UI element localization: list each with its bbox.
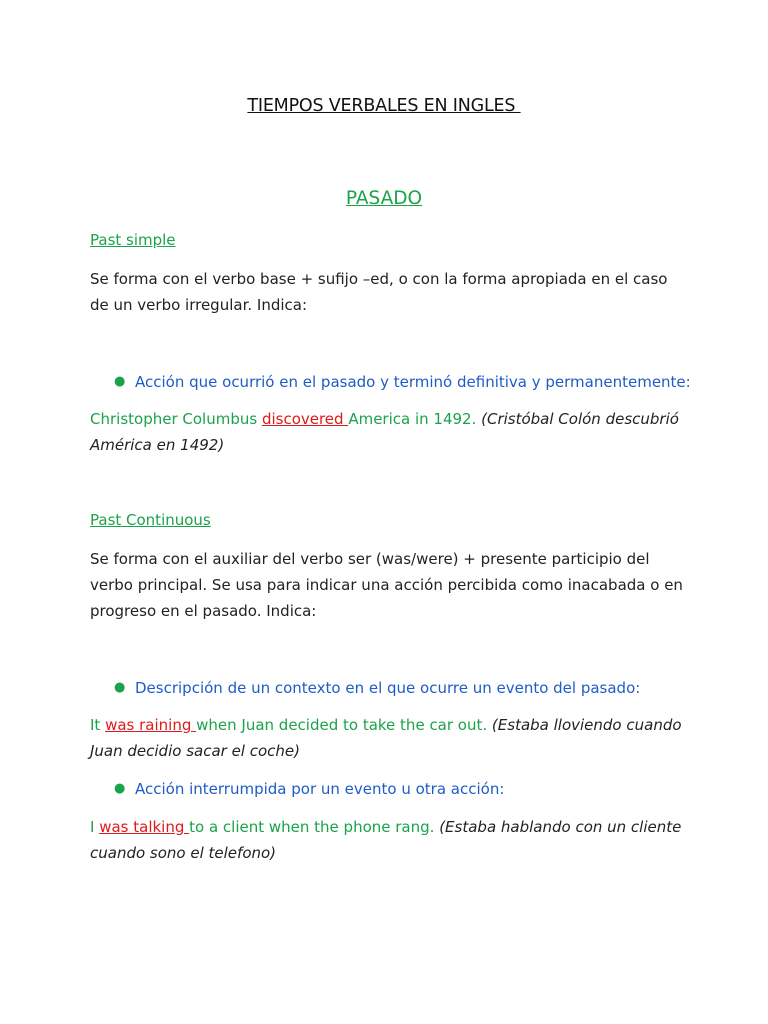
bullet-past-simple bbox=[114, 371, 691, 393]
example-past-continuous-1 bbox=[90, 712, 690, 764]
example-text: It bbox=[90, 716, 106, 734]
section-heading-pasado: PASADO bbox=[345, 188, 423, 209]
example-verb: was raining bbox=[105, 716, 197, 734]
bullet-text: Acción que ocurrió en el pasado y terminó definitiva y permanentemente: bbox=[135, 373, 691, 391]
past-simple-description: Se forma con el verbo base + sufijo –ed, o con la forma apropiada en el caso de un verbo irregular. Indica: bbox=[90, 270, 668, 314]
example-translation: (Cristóbal Colón descubrió América en 1492) bbox=[90, 410, 679, 454]
bullet-past-continuous-interrupted bbox=[114, 778, 504, 800]
bullet-text: Acción interrumpida por un evento u otra acción: bbox=[135, 780, 505, 798]
document-title: TIEMPOS VERBALES EN INGLES bbox=[247, 96, 521, 116]
example-text: I bbox=[90, 818, 100, 836]
heading-past-simple: Past simple bbox=[90, 231, 176, 249]
bullet-past-continuous-context bbox=[114, 677, 640, 699]
example-text: when Juan decided to take the car out. bbox=[196, 716, 492, 734]
bullet-text: Descripción de un contexto en el que ocurre un evento del pasado: bbox=[135, 679, 641, 697]
example-text: America in 1492. bbox=[348, 410, 482, 428]
past-continuous-description: Se forma con el auxiliar del verbo ser (was/were) + presente participio del verbo principal. Se usa para indicar una acción percibida como inacabada o en progreso en el pasado. Indica: bbox=[90, 550, 683, 620]
example-translation: (Estaba hablando con un cliente cuando sono el telefono) bbox=[90, 818, 682, 862]
example-past-simple bbox=[90, 406, 690, 458]
example-text: Christopher Columbus bbox=[90, 410, 262, 428]
example-text: to a client when the phone rang. bbox=[189, 818, 440, 836]
example-verb: discovered bbox=[261, 410, 349, 428]
bullet-icon: ● bbox=[114, 374, 126, 389]
example-past-continuous-2 bbox=[90, 814, 690, 866]
example-verb: was talking bbox=[99, 818, 190, 836]
bullet-icon: ● bbox=[114, 680, 126, 695]
bullet-icon: ● bbox=[114, 781, 126, 796]
example-translation: (Estaba lloviendo cuando Juan decidio sacar el coche) bbox=[90, 716, 682, 760]
heading-past-continuous: Past Continuous bbox=[90, 511, 211, 529]
